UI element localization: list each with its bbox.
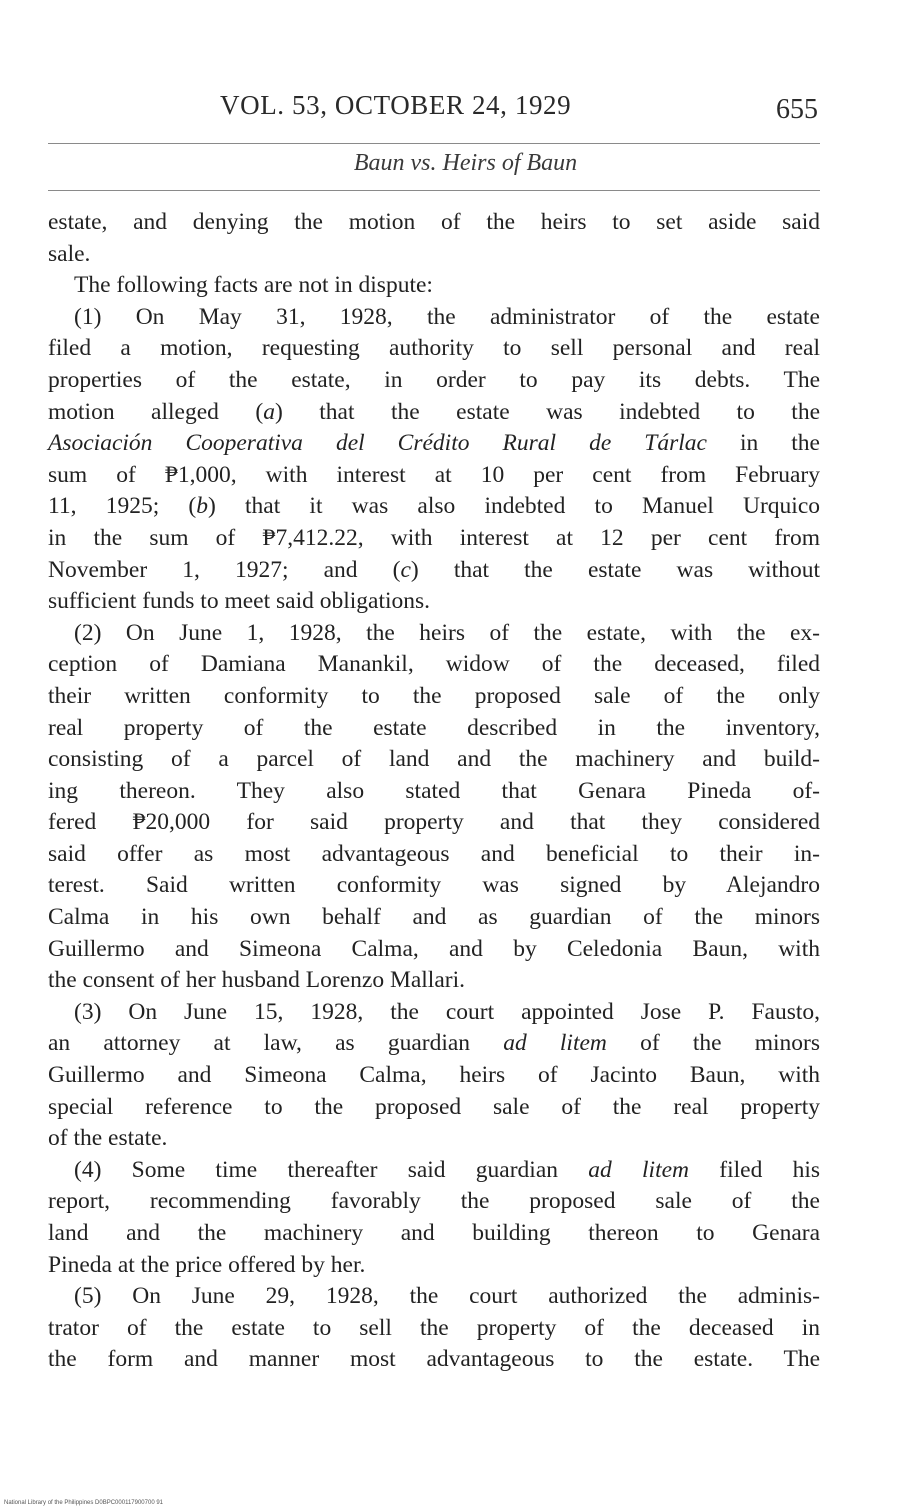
header-rule-top [48, 143, 820, 144]
text-line: ception of Damiana Manankil, widow of the deceased, filed [48, 651, 820, 678]
text-line: Calma in his own behalf and as guardian of the minors [48, 904, 820, 931]
text-line: the form and manner most advantageous to the estate. The [48, 1346, 820, 1373]
header-rule-bottom [48, 190, 820, 191]
text-line: (1) On May 31, 1928, the administrator of the estate [74, 303, 820, 330]
running-head [48, 86, 820, 136]
text-line: properties of the estate, in order to pay its debts. The [48, 366, 820, 393]
text-line: terest. Said written conformity was signed by Alejandro [48, 872, 820, 899]
text-line: filed a motion, requesting authority to sell personal and real [48, 335, 820, 362]
text-line: The following facts are not in dispute: [74, 272, 433, 299]
text-line: (5) On June 29, 1928, the court authorized the adminis- [74, 1283, 820, 1310]
text-line: November 1, 1927; and (c) that the estate was without [48, 556, 820, 583]
text-line: of the estate. [48, 1125, 168, 1152]
page-number: 655 [776, 94, 818, 125]
text-line: land and the machinery and building thereon to Genara [48, 1220, 820, 1246]
text-line: consisting of a parcel of land and the machinery and build- [48, 746, 820, 773]
text-line: said offer as most advantageous and beneficial to their in- [48, 840, 820, 867]
text-line: Asociación Cooperativa del Crédito Rural de Tárlac in the [48, 430, 820, 457]
text-line: real property of the estate described in the inventory, [48, 714, 820, 741]
text-line: sale. [48, 240, 91, 267]
text-line: estate, and denying the motion of the heirs to set aside said [48, 209, 820, 235]
text-line: special reference to the proposed sale of the real property [48, 1093, 820, 1120]
text-line: Guillermo and Simeona Calma, and by Celedonia Baun, with [48, 935, 820, 962]
library-stamp: National Library of the Philippines D0BPC000117900700 91 [4, 1500, 163, 1506]
text-line: 11, 1925; (b) that it was also indebted to Manuel Urquico [48, 493, 820, 520]
running-title: VOL. 53, OCTOBER 24, 1929 [220, 90, 572, 120]
text-line: their written conformity to the proposed sale of the only [48, 682, 820, 709]
body-text [48, 207, 820, 1376]
text-line: (3) On June 15, 1928, the court appointed Jose P. Fausto, [74, 998, 820, 1025]
text-line: report, recommending favorably the proposed sale of the [48, 1188, 820, 1215]
text-line: an attorney at law, as guardian ad litem of the minors [48, 1030, 820, 1057]
text-line: trator of the estate to sell the property of the deceased in [48, 1314, 820, 1341]
text-line: Pineda at the price offered by her. [48, 1251, 366, 1278]
text-line: ing thereon. They also stated that Genara Pineda of- [48, 777, 820, 804]
case-title: Baun vs. Heirs of Baun [353, 150, 578, 176]
text-line: motion alleged (a) that the estate was indebted to the [48, 398, 820, 425]
text-line: sufficient funds to meet said obligations. [48, 588, 431, 615]
text-line: (2) On June 1, 1928, the heirs of the estate, with the ex- [74, 619, 820, 646]
text-line: the consent of her husband Lorenzo Mallari. [48, 967, 465, 994]
text-line: in the sum of ₱7,412.22, with interest at 12 per cent from [48, 524, 820, 551]
text-line: sum of ₱1,000, with interest at 10 per cent from February [48, 461, 820, 488]
text-line: fered ₱20,000 for said property and that they considered [48, 809, 820, 836]
text-line: Guillermo and Simeona Calma, heirs of Jacinto Baun, with [48, 1062, 820, 1089]
text-line: (4) Some time thereafter said guardian ad litem filed his [74, 1156, 820, 1183]
